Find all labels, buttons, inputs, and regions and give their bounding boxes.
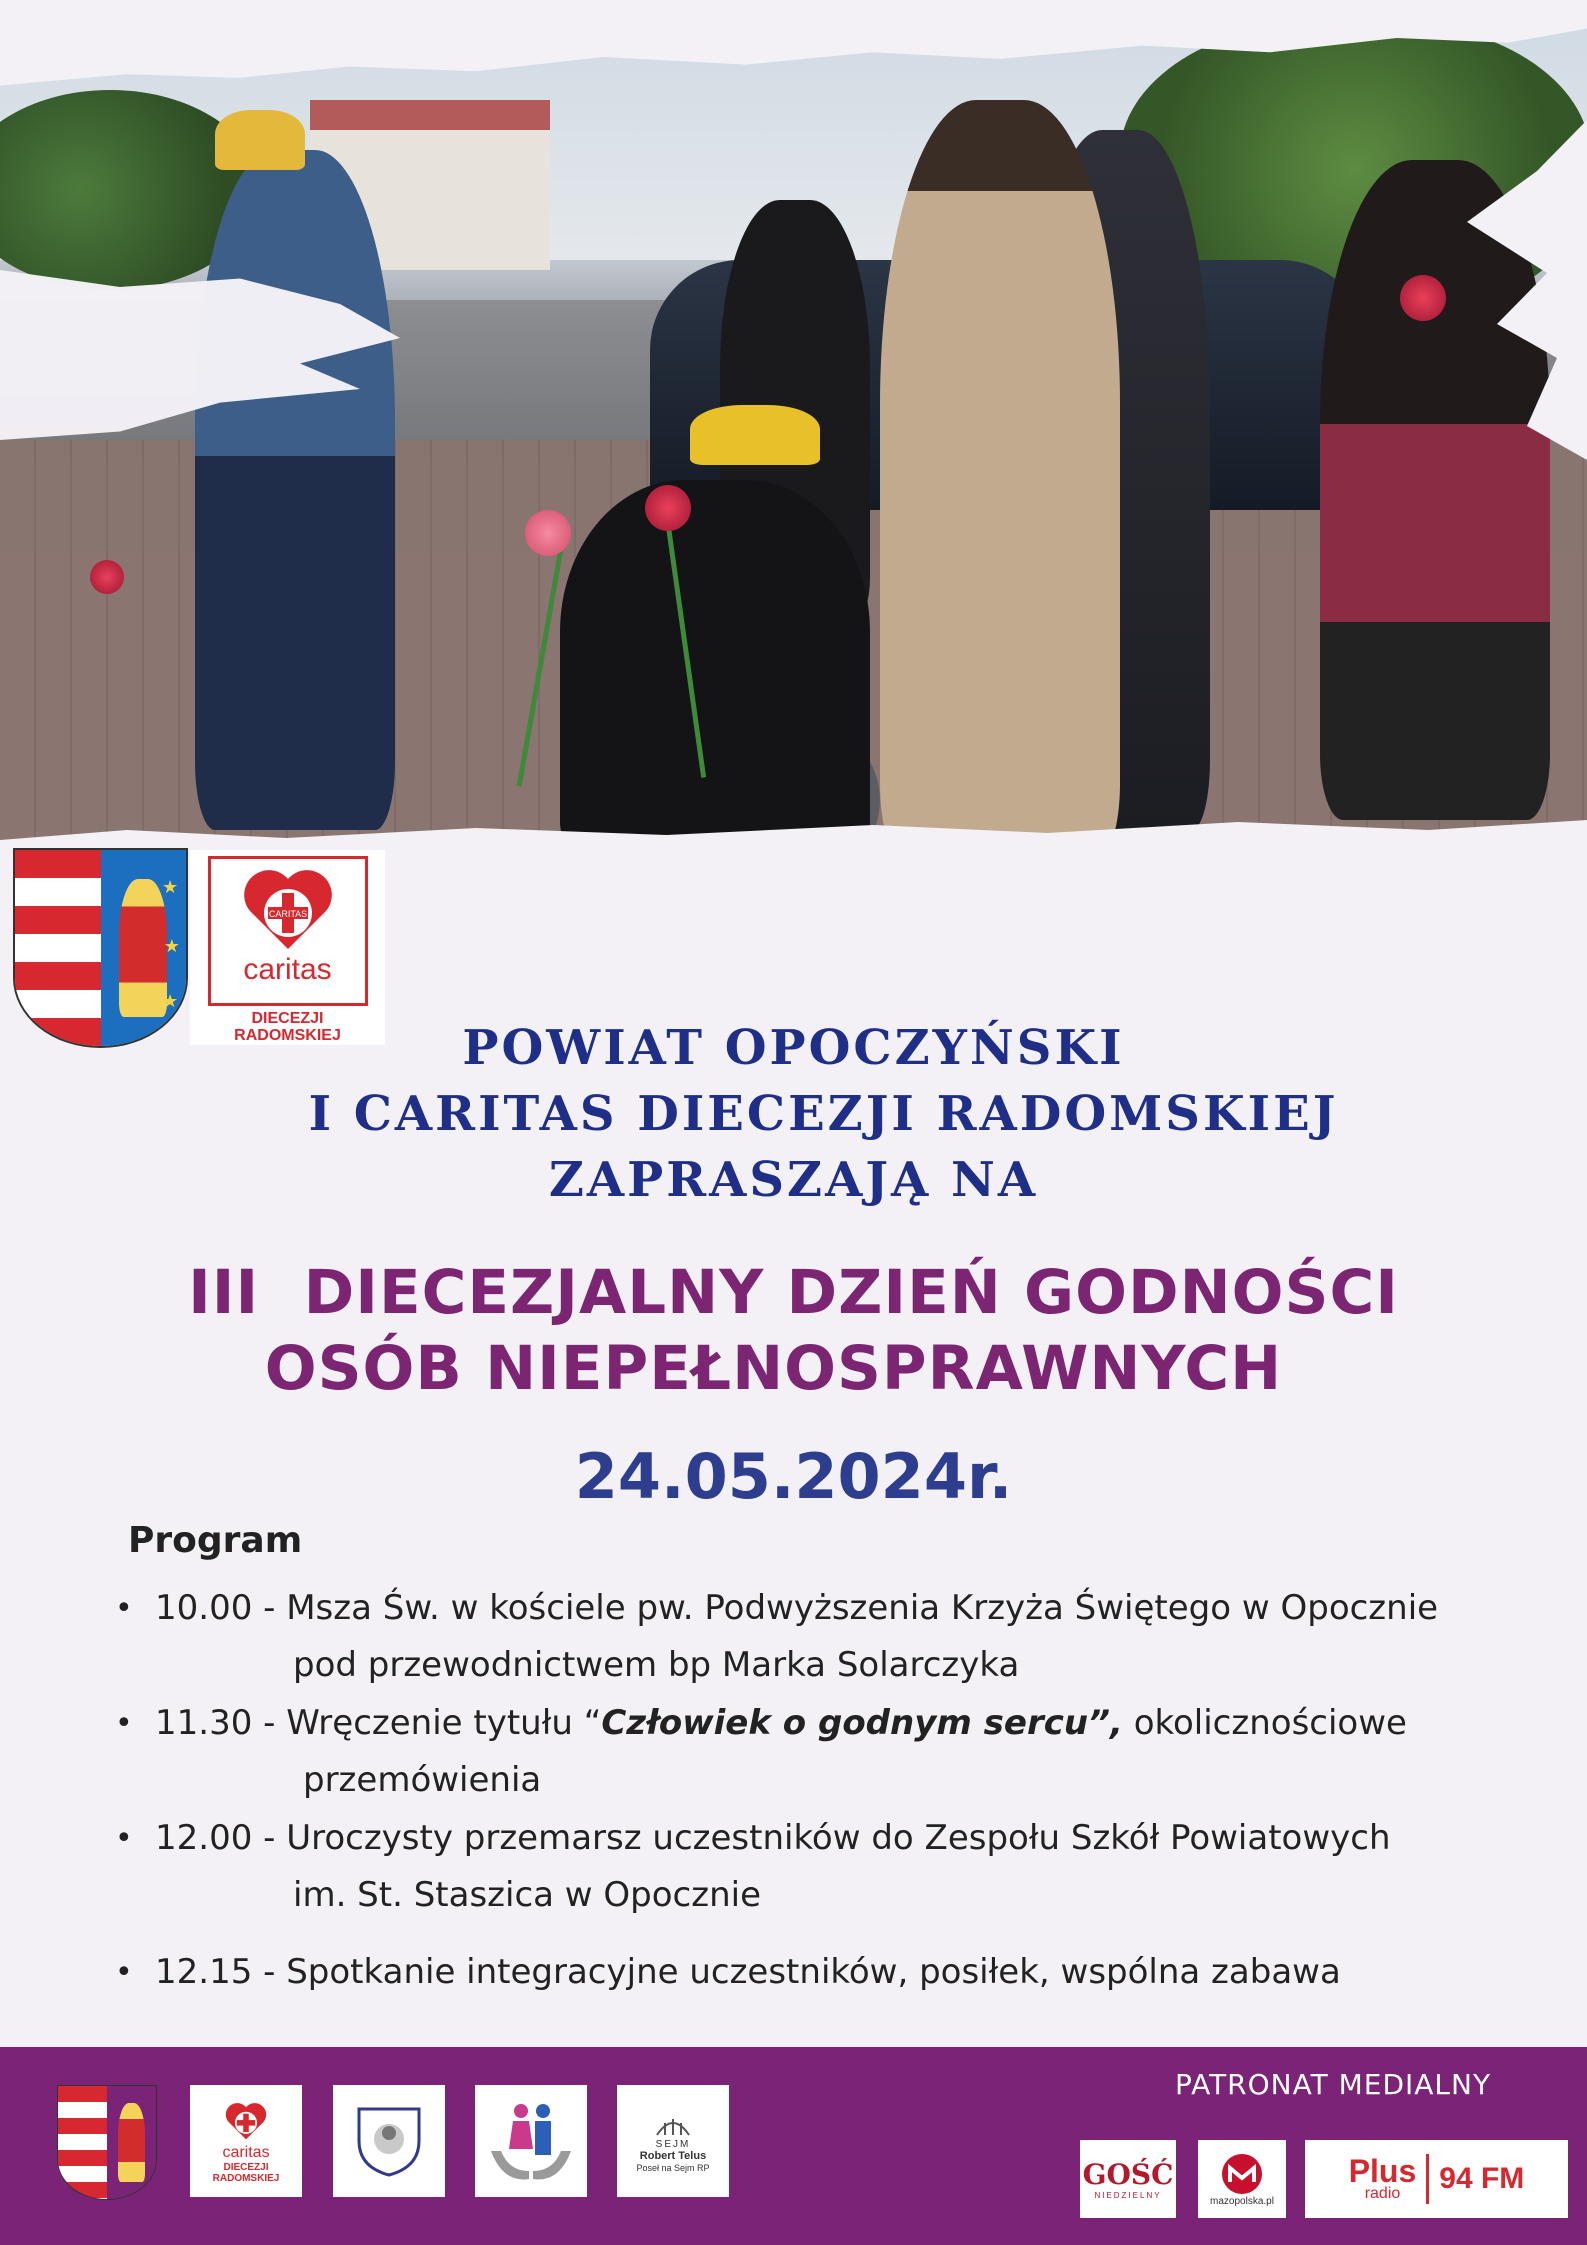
event-title xyxy=(0,1255,1587,1407)
photo-person-wheelchair xyxy=(560,480,870,860)
photo-person xyxy=(195,150,395,830)
sejm-mp-logo: SEJM Robert Telus Poseł na Sejm RP xyxy=(617,2085,729,2197)
caritas-heart-icon xyxy=(223,2098,269,2144)
rose-icon xyxy=(525,510,571,556)
program-item: • 12.00 - Uroczysty przemarsz uczestników do Zespołu Szkół Powiatowych im. St. Staszica w Opocznie xyxy=(115,1810,1391,1924)
association-logo xyxy=(475,2085,587,2197)
event-line: III DIECEZJALNY DZIEŃ GODNOŚCI xyxy=(188,1257,1399,1328)
sejm-emblem-icon xyxy=(653,2109,693,2139)
program-item: • 11.30 - Wręczenie tytułu “Człowiek o godnym sercu”, okolicznościowe przemówienia xyxy=(115,1695,1407,1809)
hands-people-icon xyxy=(483,2093,579,2189)
rose-icon xyxy=(90,560,124,594)
program-title: Program xyxy=(128,1520,303,1561)
mazopolska-logo: mazopolska.pl xyxy=(1198,2140,1286,2218)
svg-text:CARITAS: CARITAS xyxy=(268,909,307,919)
event-date: 24.05.2024r. xyxy=(574,1440,1013,1513)
plus-radio-logo: Plus radio 94 FM xyxy=(1305,2140,1568,2218)
bullet-icon: • xyxy=(115,1706,133,1741)
patronat-label: PATRONAT MEDIALNY xyxy=(1175,2068,1492,2101)
header-photo xyxy=(0,0,1587,880)
invite-line: I CARITAS DIECEZJI RADOMSKIEJ xyxy=(308,1086,1339,1142)
caritas-heart-icon xyxy=(238,859,338,959)
caritas-sub: DIECEZJI RADOMSKIEJ xyxy=(234,1009,341,1045)
photo-yellow-cap xyxy=(215,110,305,170)
photo-person xyxy=(1320,160,1550,820)
shield-icon xyxy=(349,2101,429,2181)
photo-yellow-cap xyxy=(690,405,820,465)
rose-icon xyxy=(1400,275,1446,321)
bullet-icon: • xyxy=(115,1591,133,1626)
event-line: OSÓB NIEPEŁNOSPRAWNYCH xyxy=(264,1333,1283,1404)
invite-line: ZAPRASZAJĄ NA xyxy=(548,1152,1039,1208)
rose-icon xyxy=(645,485,691,531)
photo-person xyxy=(880,100,1120,860)
program-item: • 12.15 - Spotkanie integracyjne uczestników, posiłek, wspólna zabawa xyxy=(115,1944,1341,2001)
divider xyxy=(1426,2154,1429,2204)
caritas-wordmark: caritas xyxy=(243,953,332,986)
invite-heading xyxy=(0,1015,1587,1213)
mazopolska-icon xyxy=(1220,2152,1264,2196)
invite-line: POWIAT OPOCZYŃSKI xyxy=(462,1020,1125,1076)
gosc-niedzielny-logo: GOŚĆ NIEDZIELNY xyxy=(1080,2140,1176,2218)
bullet-icon: • xyxy=(115,1821,133,1856)
school-emblem-logo xyxy=(333,2085,445,2197)
opoczno-coat-of-arms: ★ ★ ★ xyxy=(13,848,188,1048)
bullet-icon: • xyxy=(115,1955,133,1990)
opoczno-coat-of-arms-small xyxy=(57,2085,157,2200)
caritas-logo-small: caritas DIECEZJI RADOMSKIEJ xyxy=(190,2085,302,2197)
program-item: • 10.00 - Msza Św. w kościele pw. Podwyższenia Krzyża Świętego w Opocznie pod przewodnictwem bp Marka Solarczyka xyxy=(115,1580,1438,1694)
